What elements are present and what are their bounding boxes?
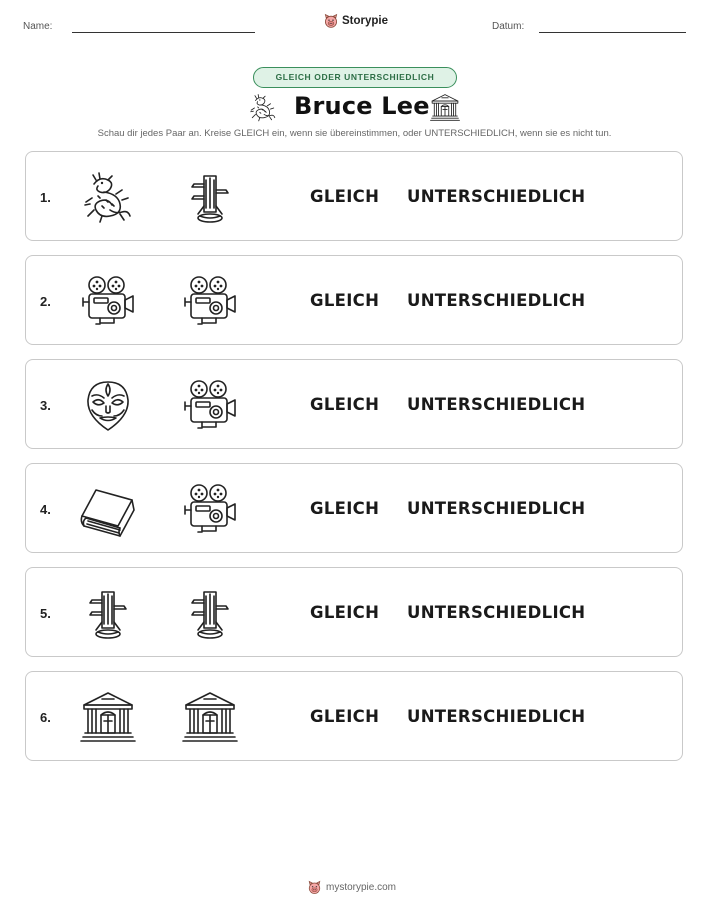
temple-icon <box>80 690 136 746</box>
option-same[interactable]: GLEICH <box>310 187 380 206</box>
brand-name: Storypie <box>342 15 389 27</box>
film-camera-icon <box>182 378 238 434</box>
temple-icon <box>430 93 460 123</box>
question-row-1 <box>25 151 683 241</box>
question-row-3 <box>25 359 683 449</box>
option-different[interactable]: UNTERSCHIEDLICH <box>407 603 586 622</box>
footer <box>307 880 396 895</box>
question-row-6 <box>25 671 683 761</box>
option-different[interactable]: UNTERSCHIEDLICH <box>407 707 586 726</box>
wooden-dummy-icon <box>182 170 238 226</box>
name-label: Name: <box>23 21 53 32</box>
row-number: 2. <box>40 294 51 309</box>
temple-icon <box>182 690 238 746</box>
option-different[interactable]: UNTERSCHIEDLICH <box>407 187 586 206</box>
opera-mask-icon <box>80 378 136 434</box>
row-number: 3. <box>40 398 51 413</box>
date-label: Datum: <box>492 21 525 32</box>
film-camera-icon <box>80 274 136 330</box>
option-same[interactable]: GLEICH <box>310 291 380 310</box>
name-field[interactable] <box>72 32 255 33</box>
option-same[interactable]: GLEICH <box>310 499 380 518</box>
option-same[interactable]: GLEICH <box>310 395 380 414</box>
date-field[interactable] <box>539 32 686 33</box>
wooden-dummy-icon <box>182 586 238 642</box>
option-different[interactable]: UNTERSCHIEDLICH <box>407 499 586 518</box>
option-same[interactable]: GLEICH <box>310 603 380 622</box>
row-number: 4. <box>40 502 51 517</box>
question-row-2 <box>25 255 683 345</box>
footer-url[interactable]: mystorypie.com <box>326 882 397 893</box>
option-different[interactable]: UNTERSCHIEDLICH <box>407 395 586 414</box>
page-title: Bruce Lee <box>294 92 430 120</box>
option-same[interactable]: GLEICH <box>310 707 380 726</box>
row-number: 5. <box>40 606 51 621</box>
worksheet-tag: GLEICH ODER UNTERSCHIEDLICH <box>253 67 457 88</box>
question-row-4 <box>25 463 683 553</box>
pig-icon <box>307 880 322 895</box>
wooden-dummy-icon <box>80 586 136 642</box>
option-different[interactable]: UNTERSCHIEDLICH <box>407 291 586 310</box>
brand-logo <box>323 13 388 29</box>
film-camera-icon <box>182 482 238 538</box>
instructions: Schau dir jedes Paar an. Kreise GLEICH ein, wenn sie übereinstimmen, oder UNTERSCHIEDLICH, wenn sie es nicht tun. <box>97 128 612 139</box>
pig-icon <box>323 13 339 29</box>
question-row-5 <box>25 567 683 657</box>
dragon-icon <box>80 170 136 226</box>
row-number: 1. <box>40 190 51 205</box>
book-icon <box>80 482 136 538</box>
film-camera-icon <box>182 274 238 330</box>
dragon-icon <box>248 93 278 123</box>
row-number: 6. <box>40 710 51 725</box>
